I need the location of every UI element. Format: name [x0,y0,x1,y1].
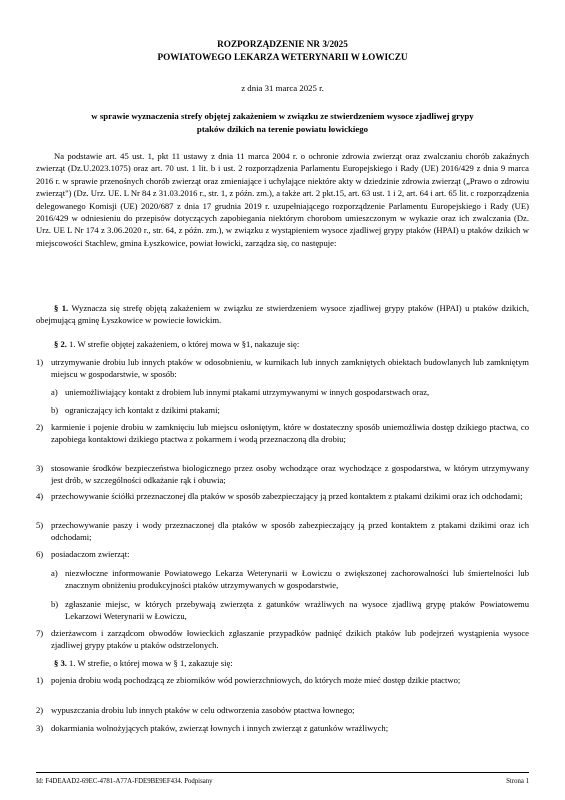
list-item: ograniczający ich kontakt z dzikimi ptakami; [65,405,220,415]
section-2-intro [36,338,529,350]
item-number: 4) [36,491,44,501]
item-number: 7) [36,628,44,638]
footer-divider [36,772,529,773]
section-3-intro-text: 1. W strefie, o której mowa w § 1, zakazuje się: [69,658,233,668]
footer-document-id: Id: F4DEAAD2-69EC-4781-A77A-FDE9BE9EF434. Podpisany [36,778,213,785]
item-number: 2) [36,422,44,432]
list-item: dzierżawcom i zarządcom obwodów łowieckich zgłaszanie przypadków padnięć dzikich ptaków lub podejrzeń wystąpienia wysoce zjadliwej grypy ptaków u ptaków odstrzelonych. [51,628,529,651]
item-number: 1) [36,357,44,367]
section-1-mark: § 1. [54,303,69,313]
item-number: a) [51,387,58,397]
list-item: pojenia drobiu wodą pochodzącą ze zbiorników wód powierzchniowych, do których może mieć dostęp dzikie ptactwo; [51,675,461,685]
item-number: 3) [36,463,44,473]
list-item: przechowywanie ściółki przeznaczonej dla ptaków w sposób zabezpieczający ją przed kontaktem z ptakami dzikimi oraz ich odchodami; [51,491,523,501]
section-3-intro [36,657,529,669]
subject-line-2: ptaków dzikich na terenie powiatu łowickiego [196,124,369,134]
item-number: 2) [36,705,44,715]
subject-line-1: w sprawie wyznaczenia strefy objętej zakażeniem w związku ze stwierdzeniem wysoce zjadliwej grypy [91,111,474,121]
list-item: zgłaszanie miejsc, w których przebywają zwierzęta z gatunków wrażliwych na wysoce zjadliwą grypę ptaków Powiatowemu Lekarzowi Weterynarii w Łowiczu, [65,599,529,622]
item-number: 5) [36,520,44,530]
list-item: karmienie i pojenie drobiu w zamknięciu lub miejscu osłoniętym, które w dostateczny sposób uniemożliwia dostęp dzikiego ptactwa, co zapobiega kontaktowi dzikiego ptactwa z pokarmem i wodą przeznaczoną dla drobiu; [51,422,529,445]
section-1 [36,302,529,327]
list-item: dokarmiania wolnożyjących ptaków, zwierząt łownych i innych zwierząt z gatunków wrażliwych; [51,723,389,733]
item-number: b) [51,599,59,609]
item-number: b) [51,405,59,415]
item-number: 1) [36,675,44,685]
list-item: utrzymywanie drobiu lub innych ptaków w odosobnieniu, w kurnikach lub innych zamkniętych obiektach budowlanych lub zamkniętym miejscu w gospodarstwie, w sposób: [51,357,529,380]
section-1-text: Wyznacza się strefę objętą zakażeniem w związku ze stwierdzeniem wysoce zjadliwej grypy ptaków (HPAI) u ptaków dzikich, obejmującą gminę Łyszkowice w powiecie łowickim. [36,303,529,326]
list-item: uniemożliwiający kontakt z drobiem lub innymi ptakami utrzymywanymi w innych gospodarstwach oraz, [65,387,430,397]
item-number: a) [51,568,58,578]
list-item: posiadaczom zwierząt: [51,549,130,559]
regulation-number: ROZPORZĄDZENIE NR 3/2025 [217,39,348,49]
list-item: wypuszczania drobiu lub innych ptaków w celu odtworzenia zasobów ptactwa łownego; [51,705,355,715]
issue-date: z dnia 31 marca 2025 r. [241,83,324,93]
section-3-mark: § 3. [54,658,67,668]
page-number: Strona 1 [506,778,529,785]
item-number: 3) [36,723,44,733]
issuer-title: POWIATOWEGO LEKARZA WETERYNARII W ŁOWICZU [157,52,408,62]
list-item: przechowywanie paszy i wody przeznaczonej dla ptaków w sposób zabezpieczający ją przed kontaktem z ptakami dzikimi oraz ich odchodami; [51,520,529,543]
item-number: 6) [36,549,44,559]
section-2-mark: § 2. [54,339,67,349]
preamble: Na podstawie art. 45 ust. 1, pkt 11 ustawy z dnia 11 marca 2004 r. o ochronie zdrowia zwierząt oraz zwalczaniu chorób zakaźnych zwierząt (Dz.U.2023.1075) oraz art. 70 ust. 1 lit. b i ust. 2 rozporządzenia Parlamentu Europejskiego i Rady (UE) 2016/429 z dnia 9 marca 2016 r. w sprawie przenośnych chorób zwierząt oraz zmieniające i uchylające niektóre akty w dziedzinie zdrowia zwierząt („Prawo o zdrowiu zwierząt") (Dz. Urz. UE. L Nr 84 z 31.03.2016 r., str. 1, z późn. zm.), a także art. 2 pkt.15, art. 63 ust. 1 i 2, art. 64 i art. 65 lit. c rozporządzenia delegowanego Komisji (UE) 2020/687 z dnia 17 grudnia 2019 r. uzupełniającego rozporządzenie Parlamentu Europejskiego i Rady (UE) 2016/429 w odniesieniu do przepisów dotyczących zapobiegania niektórym chorobom umieszczonym w wykazie oraz ich zwalczania (Dz. Urz. UE L Nr 174 z 3.06.2020 r., str. 64, z późn. zm.), w związku z wystąpieniem wysoce zjadliwej grypy ptaków (HPAI) u ptaków dzikich w miejscowości Stachlew, gmina Łyszkowice, powiat łowicki, zarządza się, co następuje: [36,151,529,248]
section-2-intro-text: 1. W strefie objętej zakażeniem, o której mowa w §1, nakazuje się: [69,339,300,349]
list-item: niezwłoczne informowanie Powiatowego Lekarza Weterynarii w Łowiczu o zwiększonej zachorowalności lub śmiertelności lub znacznym obniżeniu produkcyjności ptaków utrzymywanych w gospodarstwie, [65,568,529,591]
list-item: stosowanie środków bezpieczeństwa biologicznego przez osoby wchodzące oraz wychodzące z gospodarstwa, w którym utrzymywany jest drób, w szczególności odkażanie rąk i obuwia; [51,463,529,486]
